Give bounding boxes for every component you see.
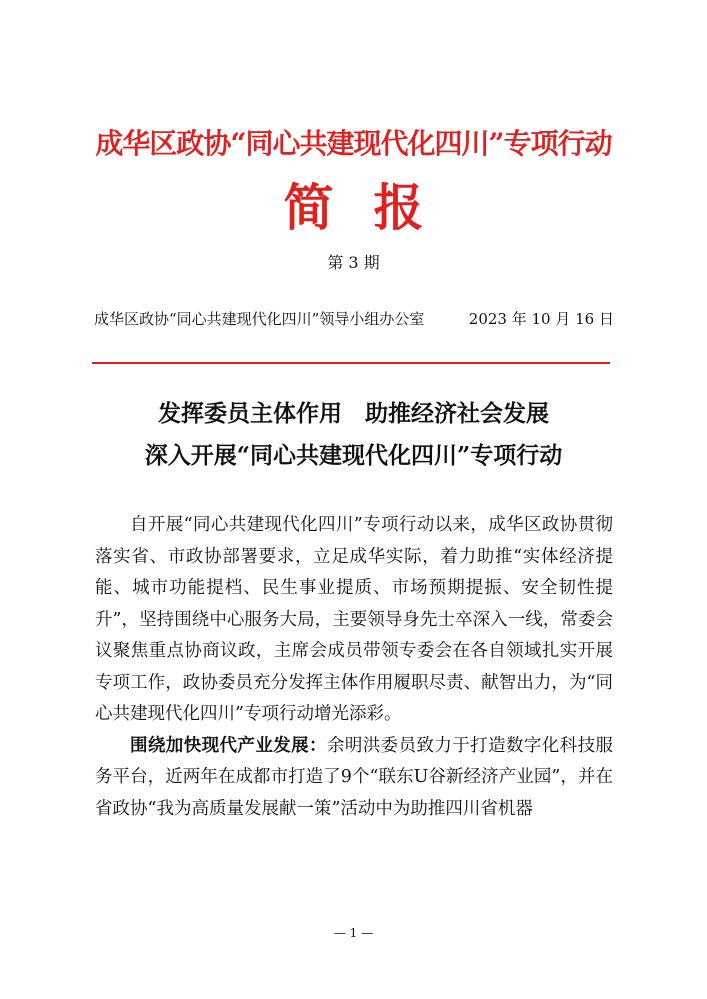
bulletin-header-title: 成华区政协“同心共建现代化四川”专项行动	[95, 127, 612, 160]
paragraph-industry-text: 余明洪委员致力于打造数字化科技服务平台，近两年在成都市打造了9个“联东U谷新经济产业园”，并在省政协“我为高质量发展献一策”活动中为助推四川省机器	[95, 735, 614, 819]
bulletin-name: 简报	[283, 178, 464, 237]
paragraph-industry	[95, 731, 613, 826]
article-title-line2: 深入开展“同心共建现代化四川”专项行动	[144, 442, 563, 469]
issue-date: 2023 年 10 月 16 日	[468, 310, 614, 328]
red-divider	[92, 362, 610, 364]
article-title-line1: 发挥委员主体作用 助推经济社会发展	[158, 400, 549, 427]
paragraph-lead-heading: 围绕加快现代产业发展：	[130, 735, 327, 756]
paragraph-intro: 自开展“同心共建现代化四川”专项行动以来，成华区政协贯彻落实省、市政协部署要求，立足成华实际，着力助推“实体经济提能、城市功能提档、民生事业提质、市场预期提振、安全韧性提升”，坚持围绕中心服务大局，主要领导身先士卒深入一线，常委会议聚焦重点协商议政，主席会成员带领专委会在各自领域扎实开展专项工作，政协委员充分发挥主体作用履职尽责、献智出力，为“同心共建现代化四川”专项行动增光添彩。	[95, 515, 613, 724]
page-number: — 1 —	[333, 926, 374, 940]
issue-number: 第 3 期	[327, 253, 380, 272]
article-body	[95, 510, 613, 825]
issuing-office: 成华区政协“同心共建现代化四川”领导小组办公室	[94, 310, 425, 328]
